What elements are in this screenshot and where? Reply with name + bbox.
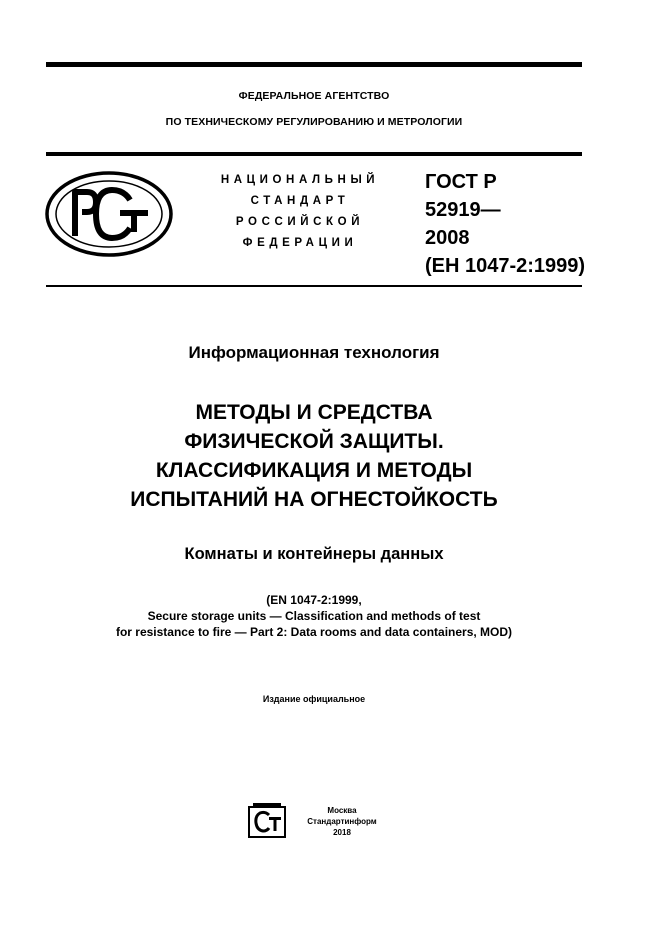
en-reference-line: (EN 1047-2:1999,: [266, 593, 362, 607]
standartinform-logo-icon: [247, 803, 287, 839]
agency-line-2: ПО ТЕХНИЧЕСКОМУ РЕГУЛИРОВАНИЮ И МЕТРОЛОГИИ: [165, 116, 463, 128]
standard-type-line: НАЦИОНАЛЬНЫЙ: [220, 174, 380, 186]
designation-line: ГОСТ Р: [425, 171, 497, 193]
publisher-block: [294, 805, 390, 838]
title-line: КЛАССИФИКАЦИЯ И МЕТОДЫ: [155, 459, 473, 482]
designation-line: 2008: [425, 227, 470, 249]
en-reference-line: Secure storage units — Classification and methods of test: [147, 609, 481, 623]
designation-line: (ЕН 1047-2:1999): [425, 255, 586, 277]
document-title: [46, 398, 582, 514]
standard-type-line: ФЕДЕРАЦИИ: [242, 237, 358, 249]
middle-rule: [46, 152, 582, 156]
en-reference-line: for resistance to fire — Part 2: Data rooms and data containers, MOD): [115, 625, 513, 639]
publisher-year: 2018: [333, 828, 351, 837]
standard-type-line: СТАНДАРТ: [250, 195, 350, 207]
part-title: Комнаты и контейнеры данных: [184, 545, 444, 563]
publisher-city: Москва: [327, 806, 357, 815]
title-line: МЕТОДЫ И СРЕДСТВА: [195, 401, 433, 424]
standard-type-line: РОССИЙСКОЙ: [235, 216, 365, 228]
edition-label: Издание официальное: [262, 694, 366, 704]
title-line: ФИЗИЧЕСКОЙ ЗАЩИТЫ.: [184, 430, 444, 453]
title-line: ИСПЫТАНИЙ НА ОГНЕСТОЙКОСТЬ: [130, 488, 498, 511]
publisher-name: Стандартинформ: [307, 817, 377, 826]
top-rule: [46, 62, 582, 67]
agency-line-1: ФЕДЕРАЛЬНОЕ АГЕНТСТВО: [238, 90, 390, 102]
subject-heading: Информационная технология: [188, 343, 440, 362]
en-reference: [46, 592, 582, 640]
rst-gost-emblem-icon: [44, 170, 174, 258]
designation-line: 52919—: [425, 199, 501, 221]
bottom-rule: [46, 285, 582, 287]
standard-designation: [425, 168, 585, 280]
standard-type-block: [200, 170, 400, 254]
